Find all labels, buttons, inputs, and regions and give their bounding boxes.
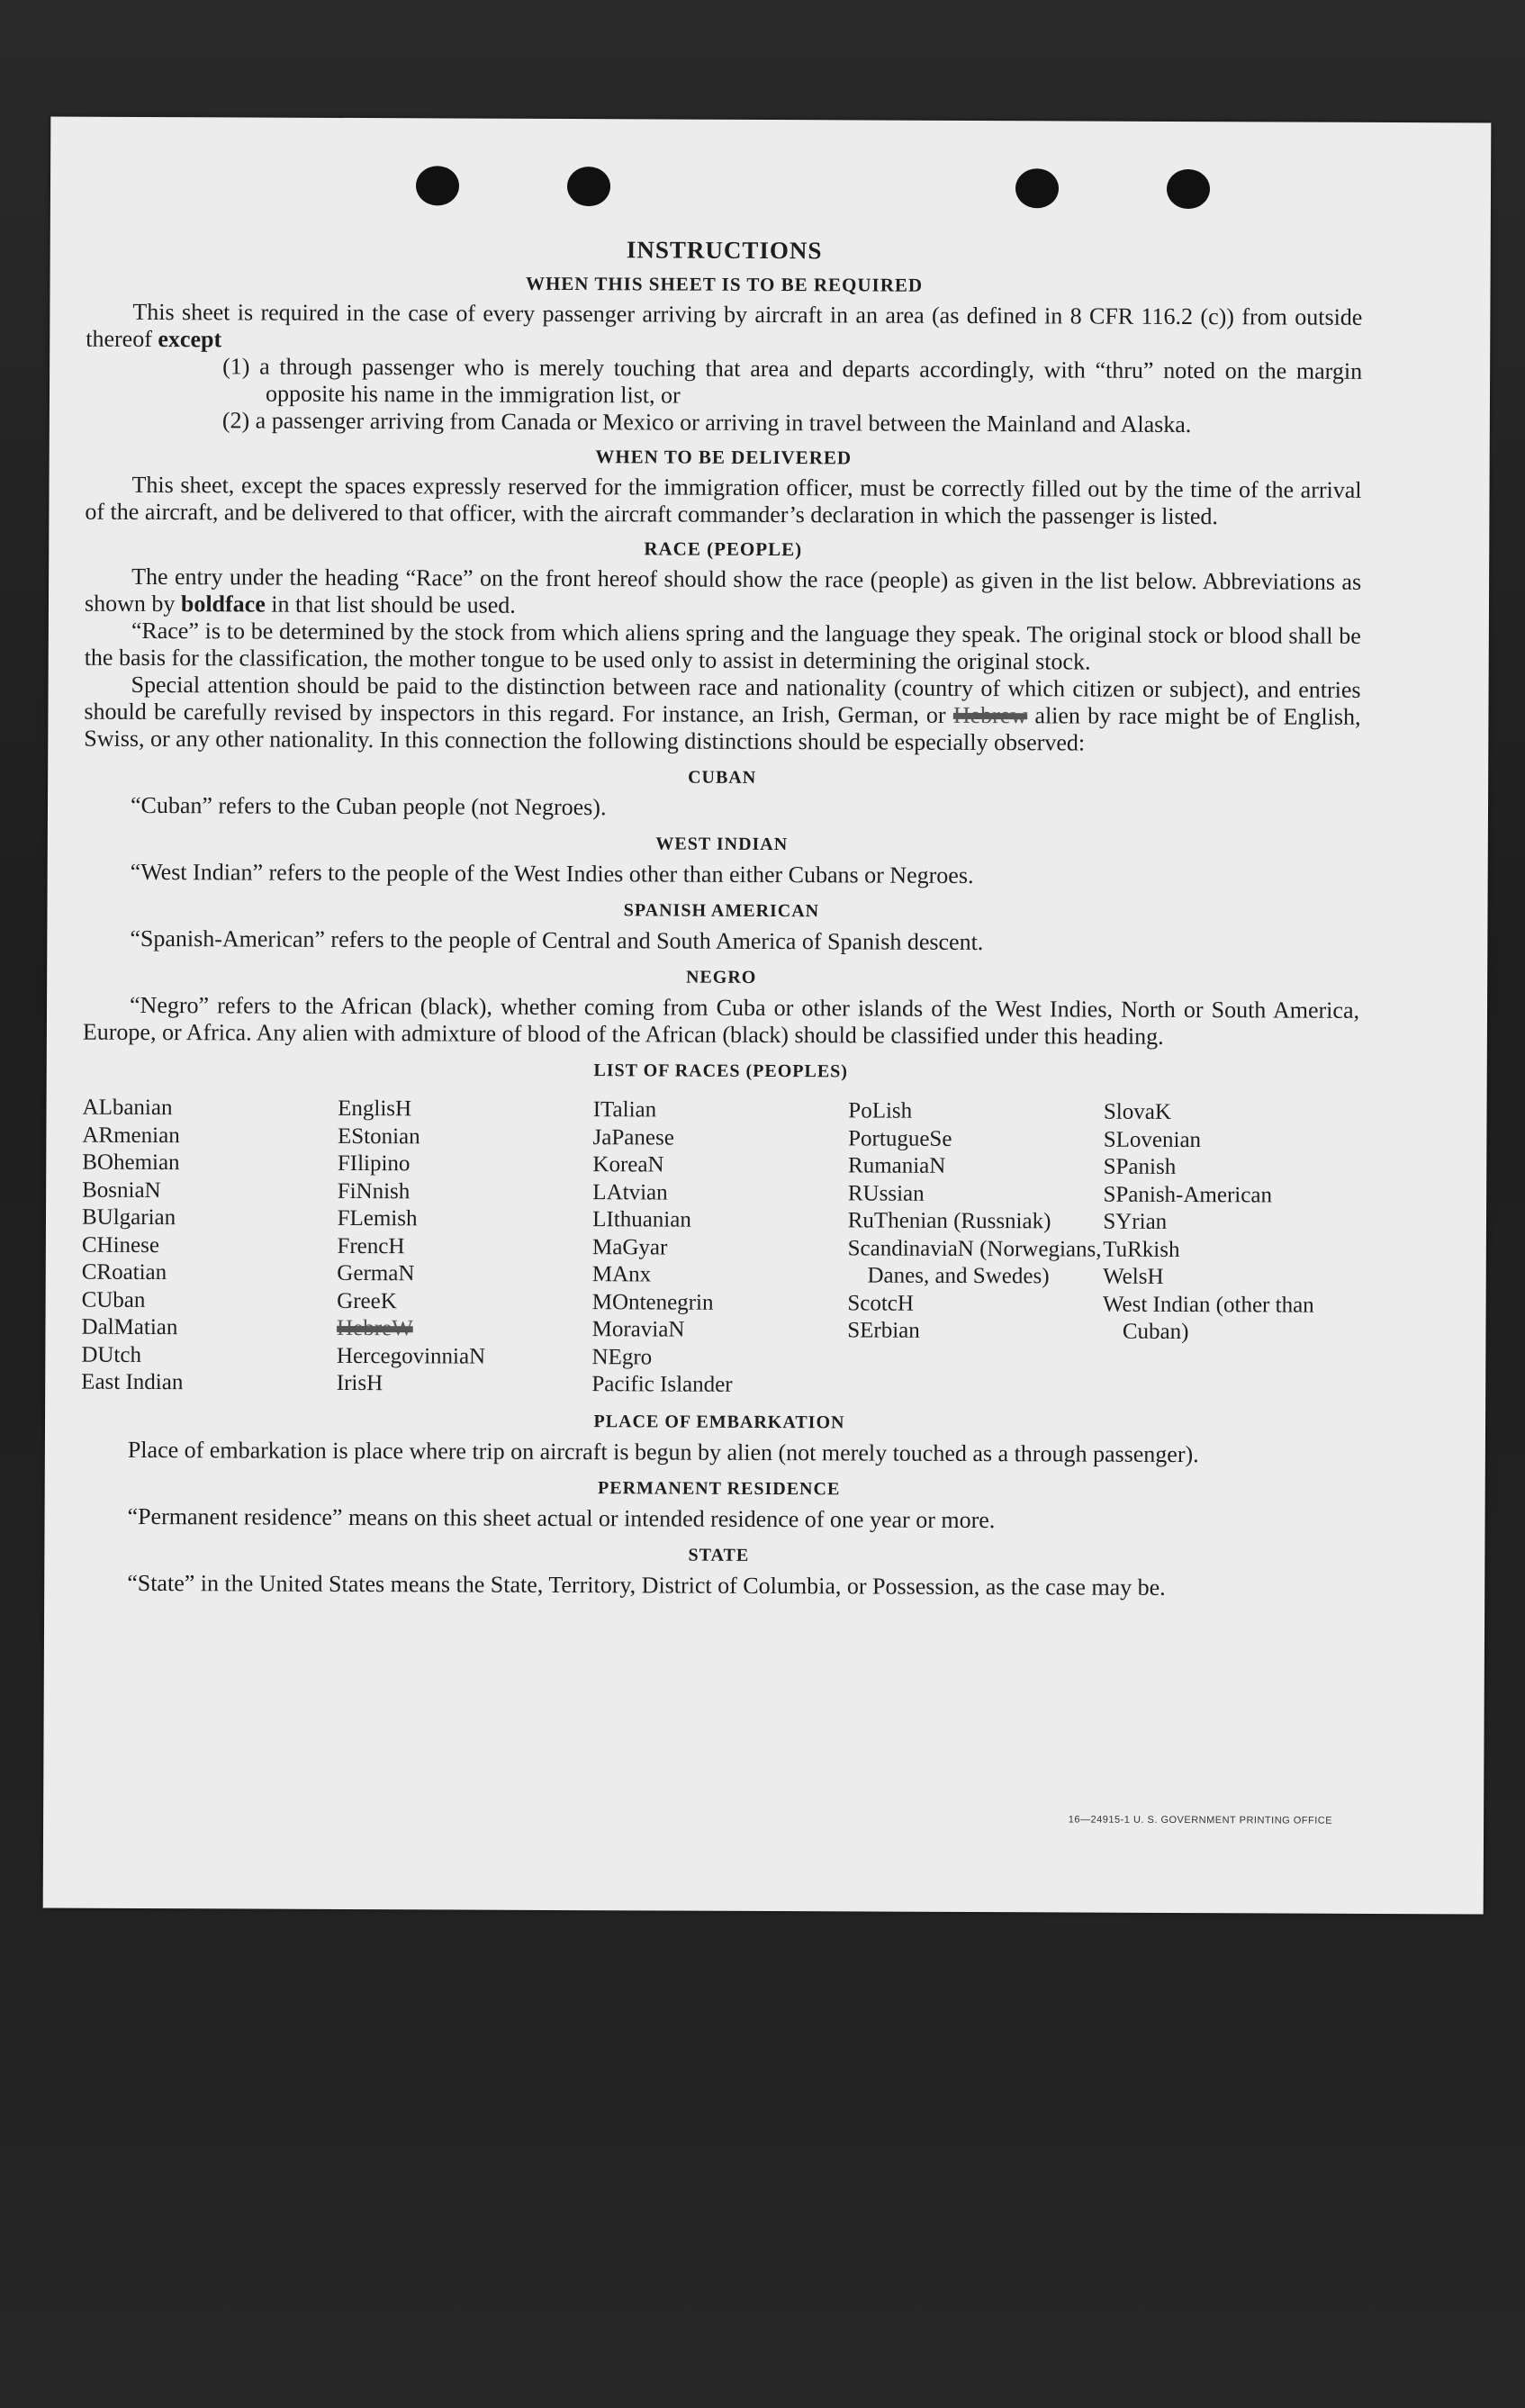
race-entry: West Indian (other than Cuban) [1102, 1292, 1314, 1345]
punch-hole [1015, 168, 1059, 208]
race-entry: Pacific Islander [591, 1372, 733, 1397]
race-entry: WelsH [1103, 1264, 1164, 1289]
races-column-3 [591, 1096, 848, 1400]
race-paragraph-1: The entry under the heading “Race” on the front hereof should show the race (people) as given in the list below. Abbreviations as shown by boldface in that list should be used. [84, 563, 1362, 618]
race-entry: ARmenian [82, 1123, 180, 1148]
punch-hole [567, 167, 610, 206]
race-entry: FiNnish [337, 1178, 411, 1204]
residence-text: “Permanent residence” means on this sheet actual or intended residence of one year or more. [127, 1502, 996, 1533]
race-entry: DalMatian [81, 1314, 178, 1340]
race-entry: FLemish [337, 1205, 418, 1231]
race-entry: MOntenegrin [591, 1289, 714, 1315]
race-entry-struck: HebreW [337, 1315, 413, 1341]
printing-office-code: 16—24915-1 U. S. GOVERNMENT PRINTING OFFICE [1068, 1814, 1333, 1826]
race-entry: SlovaK [1103, 1099, 1171, 1124]
race-entry: GreeK [337, 1288, 397, 1313]
race-entry: ScotcH [847, 1290, 915, 1316]
race-entry: ScandinaviaN (Norwegians, Danes, and Swedes) [847, 1235, 1102, 1289]
cuban-text: “Cuban” refers to the Cuban people (not Negroes). [130, 791, 607, 821]
race-entry: LAtvian [592, 1179, 668, 1205]
race-entry: DUtch [81, 1342, 142, 1367]
race-entry: JaPanese [592, 1124, 674, 1150]
race-entry: SPanish-American [1103, 1182, 1273, 1207]
heading-spanish-american: SPANISH AMERICAN [623, 900, 820, 922]
race-entry: RuThenian (Russniak) [847, 1208, 1051, 1234]
race-entry: TuRkish [1103, 1237, 1180, 1262]
race-entry: EStonian [337, 1123, 420, 1149]
race-entry: IrisH [336, 1370, 384, 1396]
race-entry: GermaN [337, 1260, 415, 1286]
race-entry: CRoatian [81, 1259, 167, 1285]
sheet-content [80, 234, 1363, 1602]
race-entry: SPanish [1103, 1154, 1177, 1179]
required-intro: This sheet is required in the case of every passenger arriving by aircraft in an area (as defined in 8 CFR 116.2 (c)) from outside thereof except [86, 298, 1363, 353]
races-column-4 [847, 1097, 1104, 1401]
punch-hole [1167, 169, 1210, 209]
negro-text: “Negro” refers to the African (black), whether coming from Cuba or other islands of the West Indies, North or South America, Europe, or Africa. Any alien with admixture of blood of the African (black) should be classified under this heading. [82, 991, 1360, 1050]
punch-hole [416, 166, 459, 205]
west-indian-text: “West Indian” refers to the people of the West Indies other than either Cubans or Negroes. [130, 858, 974, 888]
race-entry: SLovenian [1103, 1127, 1202, 1152]
state-text: “State” in the United States means the State, Territory, District of Columbia, or Possession, as the case may be. [127, 1569, 1166, 1601]
heading-embarkation: PLACE OF EMBARKATION [593, 1411, 845, 1432]
heading-state: STATE [688, 1545, 750, 1565]
race-entry: SYrian [1103, 1209, 1168, 1234]
heading-race: RACE (PEOPLE) [644, 537, 803, 561]
race-paragraph-3: Special attention should be paid to the distinction between race and nationality (country of which citizen or subject), and entries should be carefully revised by inspectors in this regard. For instance, an Irish, German, or Hebrew alien by race might be of English, Swiss, or any other nationality. In this connection the following distinctions should be especially observed: [84, 671, 1361, 756]
race-entry: CUban [81, 1287, 146, 1312]
spanish-american-text: “Spanish-American” refers to the people of Central and South America of Spanish descent. [130, 924, 984, 956]
race-entry: SErbian [847, 1318, 920, 1343]
heading-west-indian: WEST INDIAN [655, 834, 789, 855]
heading-required: WHEN THIS SHEET IS TO BE REQUIRED [525, 272, 924, 296]
required-item-1: (1) a through passenger who is merely touching that area and departs accordingly, with “thru” noted on the margin opposite his name in the immigration list, or [222, 353, 1363, 409]
heading-delivered: WHEN TO BE DELIVERED [595, 446, 853, 469]
race-entry: FIlipino [337, 1150, 411, 1177]
heading-permanent-residence: PERMANENT RESIDENCE [598, 1477, 841, 1499]
race-entry: BosniaN [82, 1177, 161, 1203]
race-entry: KoreaN [592, 1152, 664, 1177]
race-entry: RumaniaN [847, 1153, 946, 1178]
struck-word: Hebrew [952, 701, 1028, 729]
races-column-1 [81, 1095, 338, 1398]
race-entry: ITalian [592, 1097, 657, 1123]
required-item-2: (2) a passenger arriving from Canada or Mexico or arriving in travel between the Mainland and Alaska. [221, 407, 1192, 438]
race-entry: BOhemian [82, 1150, 180, 1176]
race-entry: NEgro [591, 1344, 653, 1369]
races-column-5 [1103, 1099, 1359, 1402]
races-list [81, 1095, 1358, 1402]
race-entry: PoLish [848, 1098, 913, 1123]
heading-negro: NEGRO [685, 967, 757, 988]
race-entry: BUlgarian [81, 1204, 176, 1231]
races-column-2 [337, 1096, 593, 1399]
race-entry: East Indian [81, 1369, 184, 1395]
race-entry: ALbanian [82, 1095, 173, 1121]
race-entry: FrencH [337, 1233, 405, 1258]
race-paragraph-2: “Race” is to be determined by the stock from which aliens spring and the language they speak. The original stock or blood shall be the basis for the classification, the mother tongue to be used only to assist in determining the original stock. [84, 617, 1361, 675]
embarkation-text: Place of embarkation is place where trip on aircraft is begun by alien (not merely touched as a through passenger). [127, 1436, 1199, 1467]
race-entry: HercegovinniaN [336, 1343, 486, 1369]
race-entry: PortugueSe [848, 1125, 952, 1151]
race-entry: LIthuanian [592, 1207, 691, 1232]
race-entry: RUssian [847, 1180, 925, 1206]
race-entry: MaGyar [592, 1234, 668, 1260]
heading-cuban: CUBAN [688, 767, 757, 788]
race-entry: MAnx [591, 1262, 652, 1287]
race-entry: EnglisH [338, 1096, 412, 1122]
race-entry: MoraviaN [591, 1317, 685, 1342]
page-title: INSTRUCTIONS [626, 236, 823, 265]
instruction-sheet [43, 117, 1492, 1915]
delivered-text: This sheet, except the spaces expressly reserved for the immigration officer, must be correctly filled out by the time of the arrival of the aircraft, and be delivered to that officer, with the aircraft commander’s declaration in which the passenger is listed. [85, 471, 1362, 530]
heading-list-of-races: LIST OF RACES (PEOPLES) [593, 1060, 849, 1082]
race-entry: CHinese [81, 1232, 160, 1258]
